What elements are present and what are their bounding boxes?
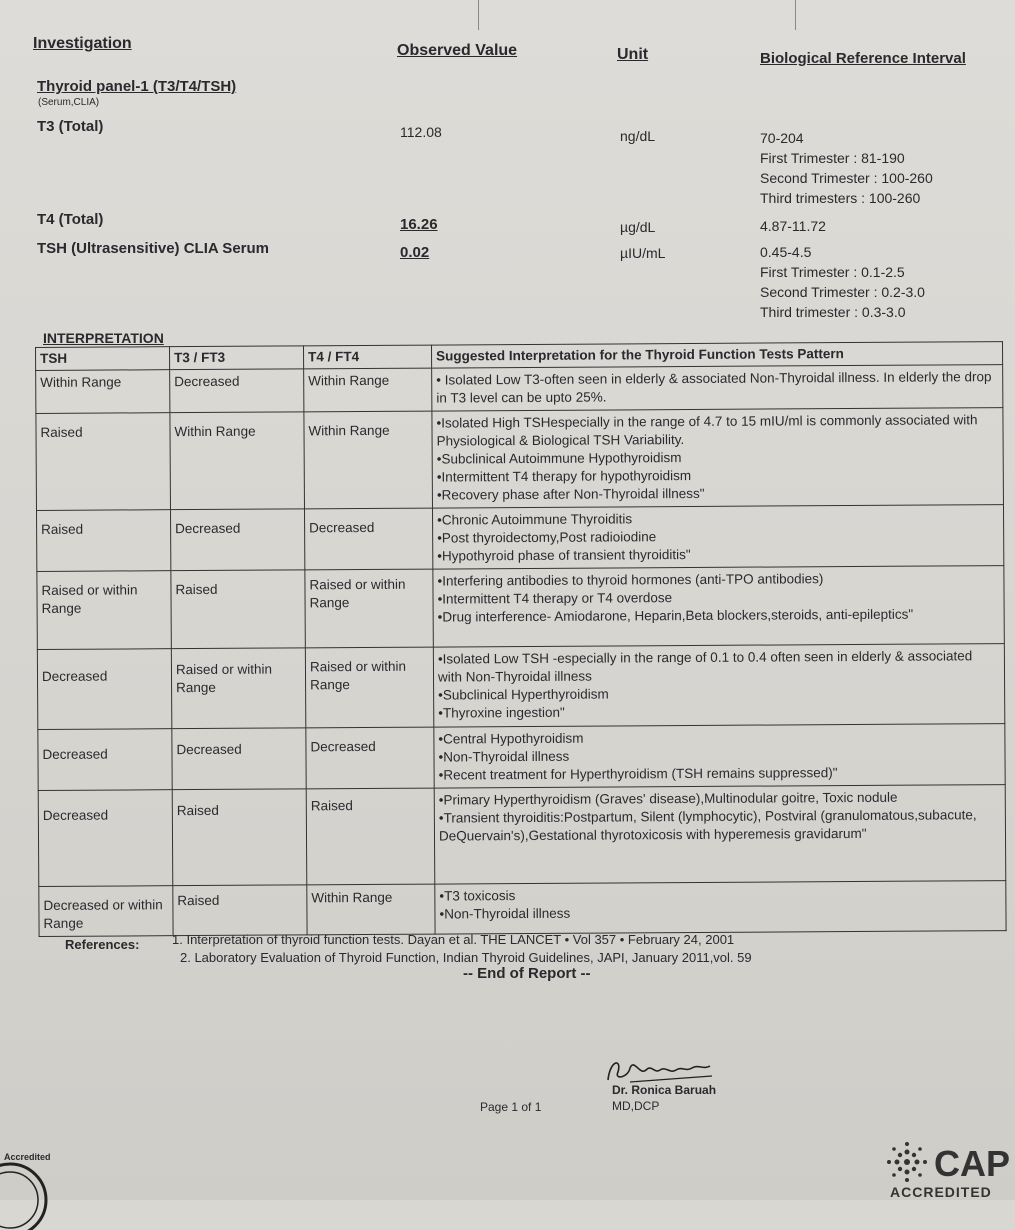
- interpretation-line: •Primary Hyperthyroidism (Graves' disease),Multinodular goitre, Toxic nodule: [438, 789, 898, 808]
- panel-title: Thyroid panel-1 (T3/T4/TSH): [37, 78, 237, 95]
- cap-logo-icon: [885, 1140, 929, 1184]
- page-number: Page 1 of 1: [480, 1100, 542, 1114]
- test-unit-t4: µg/dL: [620, 219, 656, 235]
- table-row: [36, 408, 1004, 511]
- test-ref-tsh: 0.45-4.5: [760, 244, 812, 260]
- signatory-degree: MD,DCP: [612, 1099, 660, 1113]
- investigation-header: Investigation: [33, 35, 132, 52]
- reference-item: 2. Laboratory Evaluation of Thyroid Function, Indian Thyroid Guidelines, JAPI, January 2011,vol. 59: [180, 950, 752, 965]
- reference-item: 1. Interpretation of thyroid function tests. Dayan et al. THE LANCET • Vol 357 • February 24, 2001: [172, 932, 735, 947]
- cell-interpretation: [433, 644, 1004, 727]
- test-ref-tsh: Third trimester : 0.3-3.0: [760, 304, 906, 320]
- cell-interpretation: [435, 881, 1006, 934]
- interpretation-line: •Isolated Low TSH -especially in the range of 0.1 to 0.4 often seen in elderly & associated with Non-Thyroidal illness: [437, 648, 973, 685]
- test-ref-t3: First Trimester : 81-190: [760, 150, 905, 166]
- end-of-report: -- End of Report --: [463, 965, 591, 982]
- column-header-interpretation: Suggested Interpretation for the Thyroid Function Tests Pattern: [431, 342, 1002, 368]
- interpretation-line: •Hypothyroid phase of transient thyroiditis": [437, 546, 691, 564]
- test-name-t3: T3 (Total): [37, 118, 104, 135]
- cell-tsh: Decreased or within Range: [39, 886, 173, 937]
- interpretation-line: •Interfering antibodies to thyroid hormones (anti-TPO antibodies): [437, 571, 824, 589]
- cell-tsh: Decreased: [38, 729, 172, 791]
- interpretation-line: •Subclinical Autoimmune Hypothyroidism: [436, 450, 682, 467]
- cell-t3: Raised: [171, 570, 305, 649]
- observed-value-header: Observed Value: [397, 42, 518, 59]
- interpretation-line: •Thyroxine ingestion": [438, 704, 565, 721]
- table-row: [38, 785, 1006, 887]
- cell-t4: Decreased: [304, 508, 432, 570]
- interpretation-line: •Intermittent T4 therapy or T4 overdose: [437, 590, 673, 607]
- cell-t3: Within Range: [170, 412, 305, 510]
- table-row: [36, 505, 1003, 572]
- cell-t3: Raised: [172, 789, 307, 886]
- cell-interpretation: [432, 408, 1004, 508]
- unit-header: Unit: [617, 46, 649, 63]
- test-ref-tsh: Second Trimester : 0.2-3.0: [760, 284, 925, 300]
- test-ref-t3: Third trimesters : 100-260: [760, 190, 921, 206]
- cell-t4: Within Range: [307, 884, 435, 935]
- interpretation-line: •Post thyroidectomy,Post radioiodine: [437, 529, 657, 546]
- cell-t3: Decreased: [172, 728, 306, 790]
- interpretation-line: •Transient thyroiditis:Postpartum, Silent (lymphocytic), Postviral (granulomatous,subacute, DeQuervain's),Gestational thyrotoxicosis with hyperemesis gravidarum": [438, 807, 977, 844]
- panel-sample: (Serum,CLIA): [38, 97, 100, 108]
- test-value-t3: 112.08: [400, 124, 442, 140]
- cell-tsh: Decreased: [37, 649, 171, 730]
- cell-interpretation: [432, 365, 1003, 411]
- cell-tsh: Raised: [36, 510, 170, 572]
- cell-interpretation: [434, 785, 1006, 884]
- cell-tsh: Raised: [36, 413, 171, 511]
- cell-t4: Within Range: [304, 411, 433, 509]
- cell-t4: Decreased: [306, 727, 434, 789]
- cap-text: CAP: [934, 1143, 1011, 1184]
- cell-interpretation: [433, 566, 1004, 647]
- test-ref-tsh: First Trimester : 0.1-2.5: [760, 264, 905, 280]
- cell-interpretation: [432, 505, 1003, 569]
- test-unit-t3: ng/dL: [620, 128, 656, 144]
- cell-t3: Decreased: [170, 509, 304, 571]
- test-ref-t3: Second Trimester : 100-260: [760, 170, 933, 186]
- cell-tsh: Within Range: [36, 370, 170, 414]
- interpretation-line: •Non-Thyroidal illness: [439, 905, 571, 922]
- interpretation-line: •Isolated High TSHespecially in the range of 4.7 to 15 mIU/ml is commonly associated with Physiological & Biological TSH Variability.: [436, 412, 978, 449]
- table-row: [39, 881, 1006, 937]
- table-row: [36, 365, 1003, 414]
- cell-tsh: Decreased: [38, 790, 173, 887]
- test-value-t4: 16.26: [400, 216, 438, 233]
- cell-t4: Raised or within Range: [305, 647, 433, 728]
- cell-interpretation: [434, 724, 1005, 788]
- accredited-text: Accredited: [4, 1152, 51, 1162]
- interpretation-line: •Intermittent T4 therapy for hypothyroidism: [436, 467, 692, 485]
- test-name-t4: T4 (Total): [37, 211, 104, 228]
- references-label: References:: [65, 937, 140, 952]
- test-unit-tsh: µIU/mL: [620, 245, 666, 261]
- top-divider-line: [478, 0, 479, 30]
- cell-t4: Within Range: [304, 368, 432, 412]
- interpretation-line: •Drug interference- Amiodarone, Heparin,Beta blockers,steroids, anti-epileptics": [437, 606, 914, 625]
- interpretation-line: •Non-Thyroidal illness: [438, 748, 570, 765]
- column-header-t4: T4 / FT4: [303, 345, 431, 369]
- interpretation-line: •Recovery phase after Non-Thyroidal illness": [436, 485, 705, 503]
- interpretation-line: • Isolated Low T3-often seen in elderly & associated Non-Thyroidal illness. In elderly the drop in T3 level can be upto 25%.: [436, 369, 992, 406]
- cell-t4: Raised or within Range: [305, 569, 433, 648]
- cell-t3: Raised or within Range: [171, 648, 305, 729]
- signatory-name: Dr. Ronica Baruah: [612, 1083, 717, 1097]
- test-ref-t3: 70-204: [760, 130, 804, 146]
- test-value-tsh: 0.02: [400, 244, 430, 261]
- interpretation-line: •Central Hypothyroidism: [438, 730, 584, 747]
- cell-t3: Raised: [173, 885, 307, 936]
- top-divider-line: [795, 0, 796, 30]
- column-header-t3: T3 / FT3: [170, 346, 304, 370]
- interpretation-table: [35, 341, 1007, 937]
- table-row: [38, 724, 1005, 791]
- interpretation-line: •Recent treatment for Hyperthyroidism (TSH remains suppressed)": [438, 765, 838, 783]
- cell-tsh: Raised or within Range: [37, 571, 171, 650]
- table-row: [37, 566, 1004, 650]
- table-row: [37, 644, 1004, 730]
- cell-t3: Decreased: [170, 369, 304, 413]
- test-name-tsh: TSH (Ultrasensitive) CLIA Serum: [37, 240, 269, 257]
- accreditation-seal-icon: [0, 1150, 50, 1230]
- interpretation-line: •Subclinical Hyperthyroidism: [438, 686, 609, 703]
- cell-t4: Raised: [306, 788, 435, 885]
- interpretation-line: •Chronic Autoimmune Thyroiditis: [437, 511, 633, 528]
- interpretation-line: •T3 toxicosis: [439, 888, 516, 904]
- cap-accredited-text: ACCREDITED: [890, 1184, 992, 1200]
- column-header-tsh: TSH: [36, 347, 170, 371]
- interpretation-title: INTERPRETATION: [43, 330, 164, 346]
- test-ref-t4: 4.87-11.72: [760, 218, 826, 234]
- reference-header: Biological Reference Interval: [760, 50, 966, 67]
